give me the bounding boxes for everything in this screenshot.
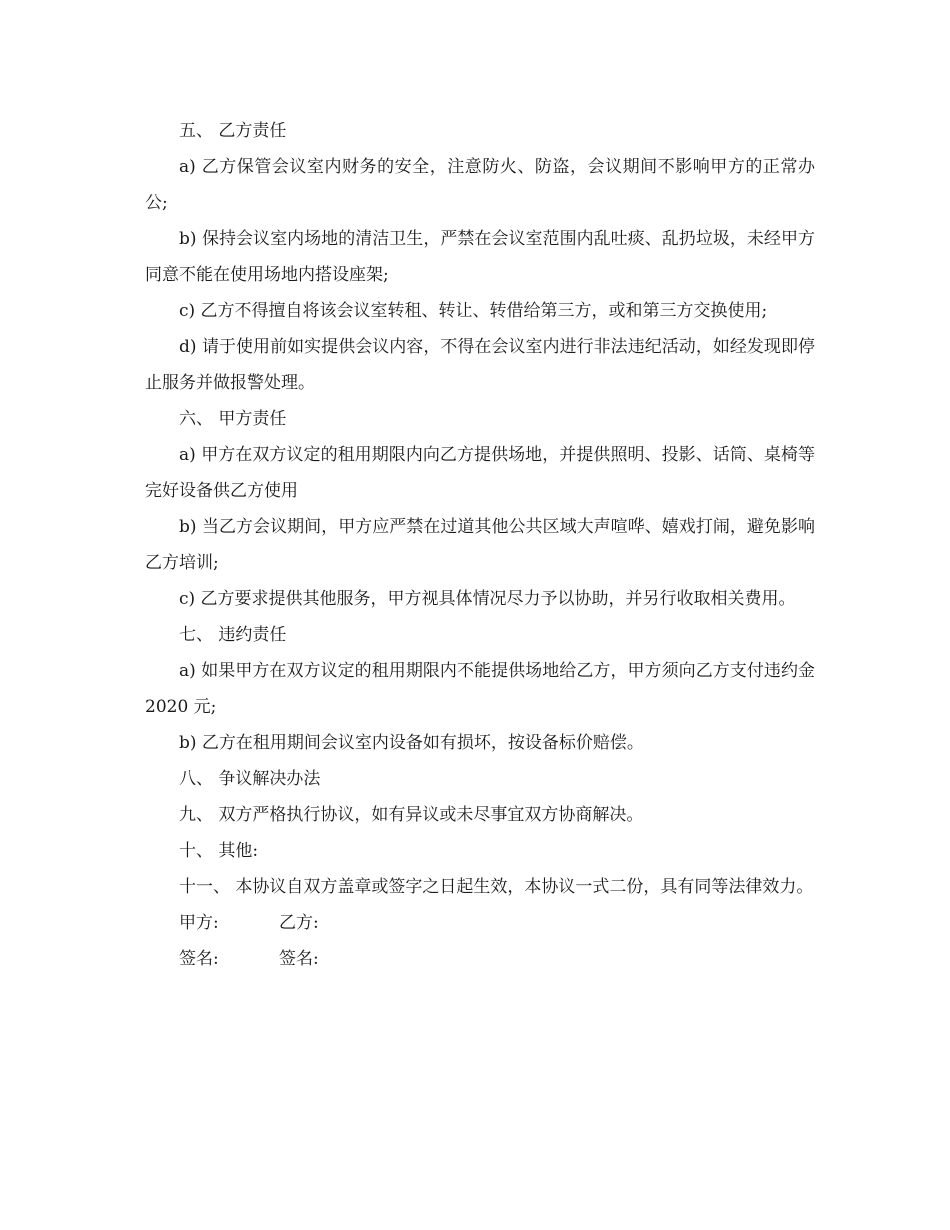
section-heading-11: 十一、 本协议自双方盖章或签字之日起生效，本协议一式二份，具有同等法律效力。 — [179, 877, 814, 897]
signature-row — [145, 941, 815, 977]
clause-7a: a) 如果甲方在双方议定的租用期限内不能提供场地给乙方，甲方须向乙方支付违约金 2020 元; — [145, 661, 821, 717]
signature-b-label: 签名: — [279, 949, 319, 969]
clause-7b: b) 乙方在租用期间会议室内设备如有损坏，按设备标价赔偿。 — [179, 733, 644, 753]
signature-a-label: 签名: — [179, 949, 219, 969]
clause-5b: b) 保持会议室内场地的清洁卫生，严禁在会议室范围内乱吐痰、乱扔垃圾，未经甲方同意不能在使用场地内搭设座架; — [145, 229, 815, 285]
clause-6c: c) 乙方要求提供其他服务，甲方视具体情况尽力予以协助，并另行收取相关费用。 — [179, 589, 796, 609]
clause-5a: a) 乙方保管会议室内财务的安全，注意防火、防盗，会议期间不影响甲方的正常办公; — [145, 157, 815, 213]
party-row — [145, 905, 815, 941]
party-a-label: 甲方: — [179, 913, 219, 933]
section-heading-7: 七、 违约责任 — [179, 625, 287, 645]
section-heading-8: 八、 争议解决办法 — [179, 769, 321, 789]
clause-6b: b) 当乙方会议期间，甲方应严禁在过道其他公共区域大声喧哗、嬉戏打闹，避免影响乙方培训; — [145, 517, 815, 573]
section-heading-9: 九、 双方严格执行协议，如有异议或未尽事宜双方协商解决。 — [179, 805, 644, 825]
clause-5c: c) 乙方不得擅自将该会议室转租、转让、转借给第三方，或和第三方交换使用; — [179, 301, 768, 321]
party-b-label: 乙方: — [279, 913, 319, 933]
clause-5d: d) 请于使用前如实提供会议内容，不得在会议室内进行非法违纪活动，如经发现即停止服务并做报警处理。 — [145, 337, 815, 393]
section-heading-10: 十、 其他: — [179, 841, 259, 861]
section-heading-5: 五、 乙方责任 — [179, 121, 287, 141]
clause-6a: a) 甲方在双方议定的租用期限内向乙方提供场地，并提供照明、投影、话筒、桌椅等完好设备供乙方使用 — [145, 445, 815, 501]
document-page — [145, 113, 821, 977]
section-heading-6: 六、 甲方责任 — [179, 409, 287, 429]
